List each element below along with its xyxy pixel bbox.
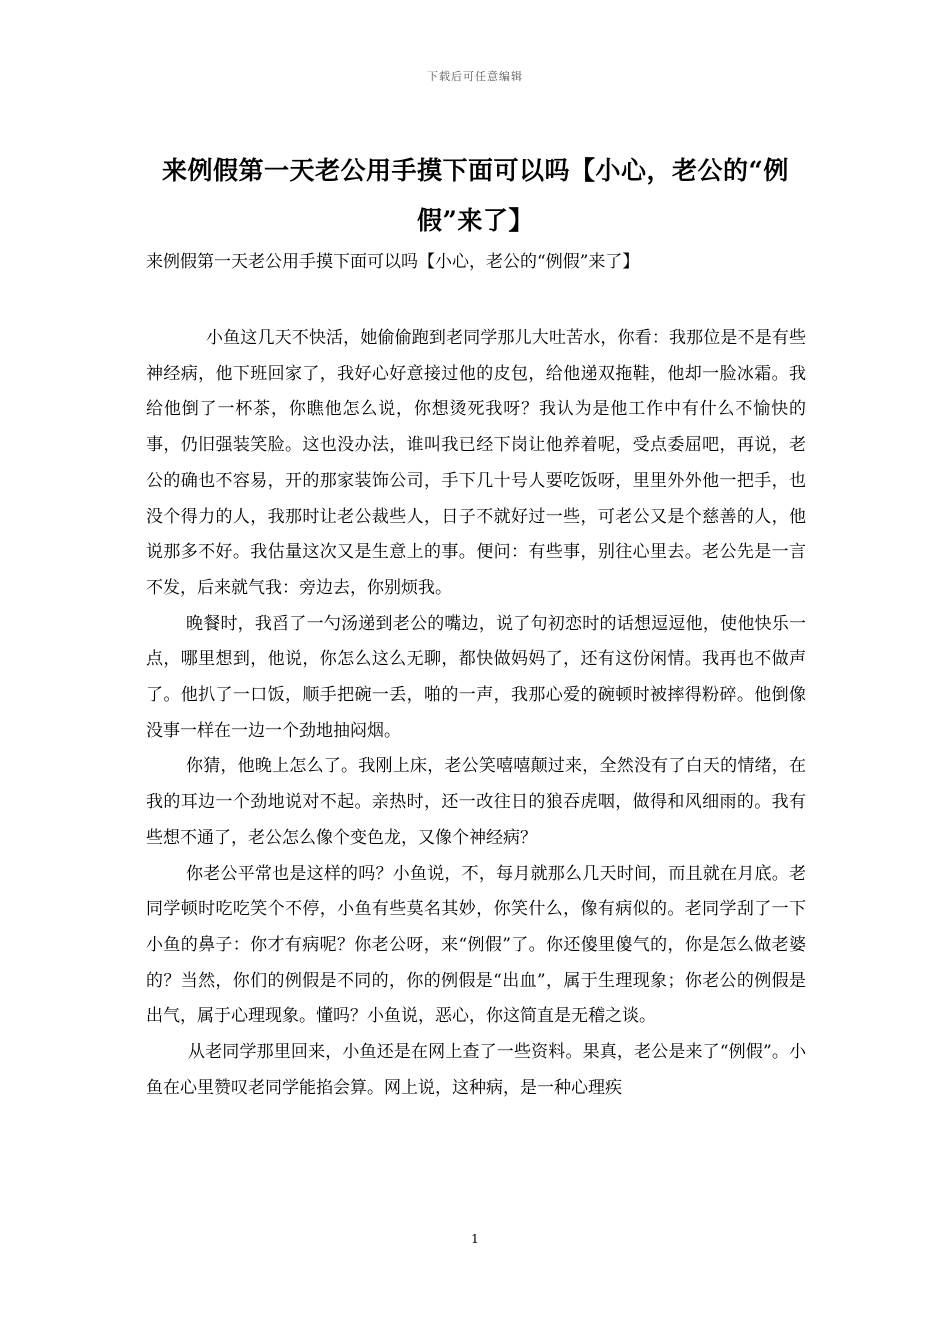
document-title: 来例假第一天老公用手摸下面可以吗【小心，老公的“例假”来了】 — [162, 156, 789, 235]
paragraph-1: 小鱼这几天不快活，她偷偷跑到老同学那儿大吐苦水，你看：我那位是不是有些神经病，他下班回家了，我好心好意接过他的皮包，给他递双拖鞋，他却一脸冰霜。我给他倒了一杯茶，你瞧他怎么说，你想烫死我呀？我认为是他工作中有什么不愉快的事，仍旧强装笑脸。这也没办法，谁叫我已经下岗让他养着呢，受点委屈吧，再说，老公的确也不容易，开的那家装饰公司，手下几十号人要吃饭呀，里里外外他一把手，也没个得力的人，我那时让老公裁些人，日子不就好过一些，可老公又是个慈善的人，他说那多不好。我估量这次又是生意上的事。便问：有些事，别往心里去。老公先是一言不发，后来就气我：旁边去，你别烦我。 — [146, 328, 806, 598]
paragraph-2: 晚餐时，我舀了一勺汤递到老公的嘴边，说了句初恋时的话想逗逗他，使他快乐一点，哪里想到，他说，你怎么这么无聊，都快做妈妈了，还有这份闲情。我再也不做声了。他扒了一口饭，顺手把碗一丢，啪的一声，我那心爱的碗顿时被摔得粉碎。他倒像没事一样在一边一个劲地抽闷烟。 — [146, 613, 806, 741]
page-header: 下载后可任意编辑 — [427, 70, 523, 83]
paragraph-4: 你老公平常也是这样的吗？小鱼说，不，每月就那么几天时间，而且就在月底。老同学顿时吃吃笑个不停，小鱼有些莫名其妙，你笑什么，像有病似的。老同学刮了一下小鱼的鼻子：你才有病呢？你老公呀，来“例假”了。你还傻里傻气的，你是怎么做老婆的？当然，你们的例假是不同的，你的例假是“出血”，属于生理现象；你老公的例假是出气，属于心理现象。懂吗？小鱼说，恶心，你这简直是无稽之谈。 — [146, 863, 806, 1027]
page-number: 1 — [471, 1232, 479, 1246]
document-body — [146, 321, 806, 1106]
document-subtitle: 来例假第一天老公用手摸下面可以吗【小心，老公的“例假”来了】 — [146, 252, 640, 272]
paragraph-3: 你猜，他晚上怎么了。我刚上床，老公笑嘻嘻颠过来，全然没有了白天的情绪，在我的耳边一个劲地说对不起。亲热时，还一改往日的狼吞虎咽，做得和风细雨的。我有些想不通了，老公怎么像个变色龙，又像个神经病？ — [146, 756, 806, 848]
paragraph-5: 从老同学那里回来，小鱼还是在网上查了一些资料。果真，老公是来了“例假”。小鱼在心里赞叹老同学能掐会算。网上说，这种病，是一种心理疾 — [146, 1042, 806, 1098]
